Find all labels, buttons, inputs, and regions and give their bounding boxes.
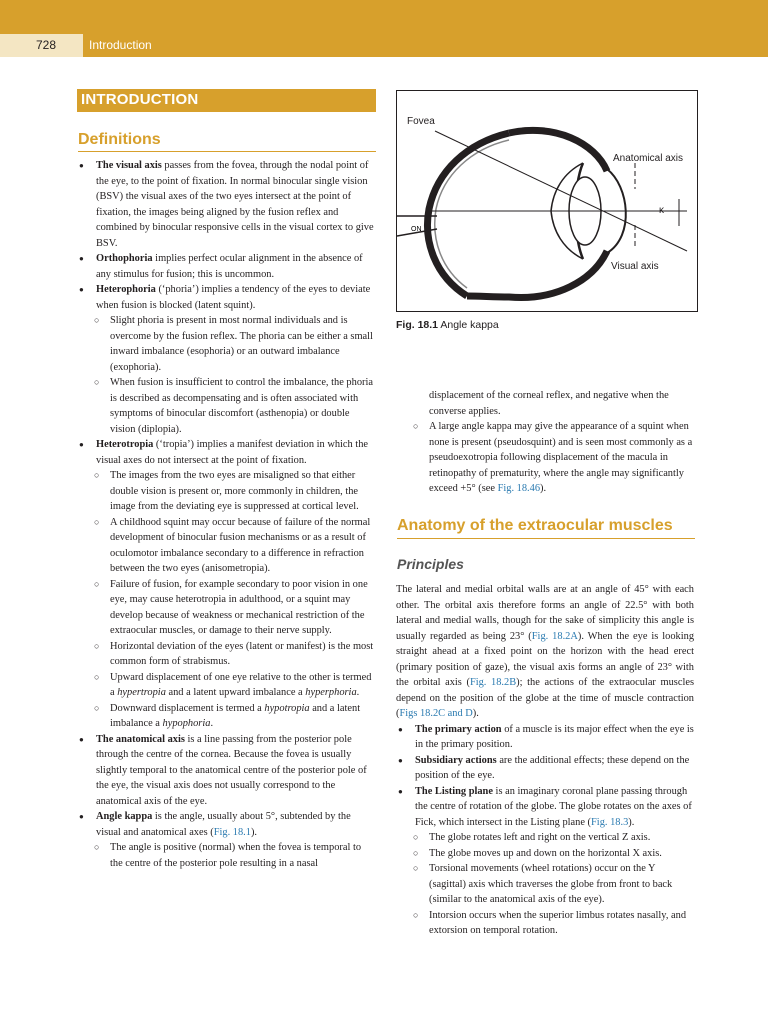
sub-large-kappa: ○ A large angle kappa may give the appearance of a squint when none is present (pseudosquint) and is seen most commonly as a pseudoexotropia following displacement of the macula in retinopathy of prematurity, where the angle may significantly exceed +5° (see Fig. 18.46). xyxy=(396,419,694,497)
left-column xyxy=(77,158,375,871)
def-heterotropia: ● Heterotropia (‘tropia’) implies a manifest deviation in which the visual axes do not intersect at the point of fixation. xyxy=(77,437,375,468)
definitions-heading: Definitions xyxy=(78,131,161,148)
section-title: INTRODUCTION xyxy=(81,91,199,108)
sub-childhood-squint: ○ A childhood squint may occur because of failure of the normal development of binocular fusion mechanisms or as a result of oculomotor imbalance secondary to a difference in refraction between the two eyes (anisometropia). xyxy=(77,515,375,577)
fig-label-anatomical: Anatomical axis xyxy=(613,153,684,164)
sub-slight-phoria: ○ Slight phoria is present in most normal individuals and is overcome by the fusion reflex. The phoria can be either a small inward imbalance (esophoria) or an outward imbalance (exophoria). xyxy=(77,313,375,375)
section-title-bar xyxy=(77,89,376,112)
figure-number: Fig. 18.1 xyxy=(396,319,439,331)
sub-failure-fusion: ○ Failure of fusion, for example secondary to poor vision in one eye, may cause heterotropia in adulthood, or a squint may develop because of weakness or mechanical restriction of the extraocular muscles, or damage to their nerve supply. xyxy=(77,577,375,639)
def-orthophoria: ● Orthophoria implies perfect ocular alignment in the absence of any stimulus for fusion; this is uncommon. xyxy=(77,251,375,282)
svg-text:ON: ON xyxy=(411,226,422,233)
kappa-continuation: displacement of the corneal reflex, and negative when the converse applies. xyxy=(429,390,669,417)
figure-caption xyxy=(396,319,499,331)
fig-label-fovea: Fovea xyxy=(407,116,435,127)
fig-label-visual: Visual axis xyxy=(611,261,659,272)
eye-diagram xyxy=(397,91,697,311)
page-number: 728 xyxy=(36,38,57,52)
anatomy-heading: Anatomy of the extraocular muscles xyxy=(397,517,673,534)
sub-decompensating: ○ When fusion is insufficient to control the imbalance, the phoria is described as decompensating and is often associated with symptoms of binocular discomfort (asthenopia) or double vision (diplopia). xyxy=(77,375,375,437)
sub-y-axis: ○ Torsional movements (wheel rotations) occur on the Y (sagittal) axis which traverses the globe from front to back (similar to the anatomical axis of the eye). xyxy=(396,861,694,908)
link-fig-18-3[interactable]: Fig. 18.3 xyxy=(591,816,629,828)
right-column-top xyxy=(396,388,694,497)
definitions-rule xyxy=(78,151,376,152)
principles-paragraph: The lateral and medial orbital walls are at an angle of 45° with each other. The orbital axis therefore forms an angle of 22.5° with both lateral and medial walls, though for the sake of simplicity this angle is usually regarded as being 23° (Fig. 18.2A). When the eye is looking straight ahead at a fixed point on the horizon with the head erect (primary position of gaze), the visual axis forms an angle of 23° with the orbital axis (Fig. 18.2B); the actions of the extraocular muscles depend on the position of the globe at the time of muscle contraction (Figs 18.2C and D). xyxy=(396,584,695,719)
anatomy-rule xyxy=(397,538,695,539)
sub-z-axis: ○ The globe rotates left and right on the vertical Z axis. xyxy=(396,830,694,846)
sub-kappa-positive: ○ The angle is positive (normal) when the fovea is temporal to the centre of the posterior pole resulting in a nasal xyxy=(77,840,375,871)
bullet-listing-plane: ● The Listing plane is an imaginary coronal plane passing through the centre of rotation of the globe. The globe rotates on the axes of Fick, which intersect in the Listing plane (Fig. 18.3). xyxy=(396,784,694,831)
figure-caption-text: Angle kappa xyxy=(440,319,499,331)
running-title: Introduction xyxy=(89,38,152,52)
link-fig-18-1[interactable]: Fig. 18.1 xyxy=(213,826,251,838)
def-heterophoria: ● Heterophoria (‘phoria’) implies a tendency of the eyes to deviate when fusion is blocked (latent squint). xyxy=(77,282,375,313)
header-bar xyxy=(0,0,768,57)
link-fig-18-2a[interactable]: Fig. 18.2A xyxy=(531,630,578,642)
def-visual-axis: ● The visual axis passes from the fovea, through the nodal point of the eye, to the point of fixation. In normal binocular single vision (BSV) the visual axes of the two eyes intersect at the point of fixation, the images being aligned by the fusion reflex and combined by binocular responsive cells in the visual cortex to give BSV. xyxy=(77,158,375,251)
def-anatomical-axis: ● The anatomical axis is a line passing from the posterior pole through the centre of the cornea. Because the fovea is usually slightly temporal to the anatomical centre of the posterior pole of the eye, the visual axis does not usually correspond to the anatomical axis of the eye. xyxy=(77,732,375,810)
right-column-bottom xyxy=(396,582,694,939)
sub-horizontal: ○ Horizontal deviation of the eyes (latent or manifest) is the most common form of strabismus. xyxy=(77,639,375,670)
bullet-primary-action: ● The primary action of a muscle is its major effect when the eye is in the primary position. xyxy=(396,722,694,753)
sub-misaligned: ○ The images from the two eyes are misaligned so that either double vision is present or, more commonly in children, the image from the deviating eye is suppressed at cortical level. xyxy=(77,468,375,515)
def-angle-kappa: ● Angle kappa is the angle, usually about 5°, subtended by the visual and anatomical axes (Fig. 18.1). xyxy=(77,809,375,840)
sub-upward: ○ Upward displacement of one eye relative to the other is termed a hypertropia and a latent upward imbalance a hyperphoria. xyxy=(77,670,375,701)
fig-label-kappa: κ xyxy=(659,205,664,216)
sub-downward: ○ Downward displacement is termed a hypotropia and a latent imbalance a hypophoria. xyxy=(77,701,375,732)
principles-heading: Principles xyxy=(397,556,464,572)
link-fig-18-2b[interactable]: Fig. 18.2B xyxy=(469,677,517,688)
link-figs-18-2c-d[interactable]: Figs 18.2C and D xyxy=(399,708,473,719)
sub-intorsion: ○ Intorsion occurs when the superior limbus rotates nasally, and extorsion on temporal rotation. xyxy=(396,908,694,939)
bullet-subsidiary-actions: ● Subsidiary actions are the additional effects; these depend on the position of the eye. xyxy=(396,753,694,784)
sub-x-axis: ○ The globe moves up and down on the horizontal X axis. xyxy=(396,846,694,862)
link-fig-18-46[interactable]: Fig. 18.46 xyxy=(497,483,541,494)
figure-angle-kappa xyxy=(396,90,698,312)
